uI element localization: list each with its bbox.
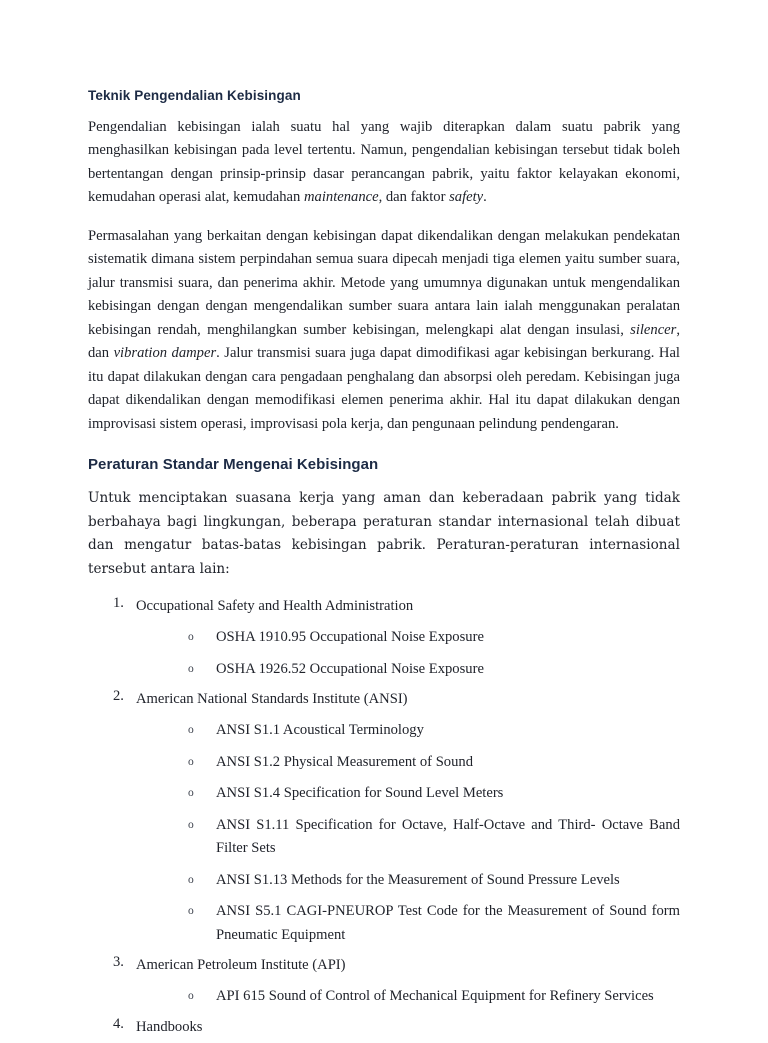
circle-bullet-icon: o: [188, 755, 194, 768]
text-run: Pengendalian kebisingan ialah suatu hal yang wajib diterapkan dalam suatu pabrik yang menghasilkan kebisingan pada level tertentu. Namun, pengendalian kebisingan tersebut tidak boleh bertentangan dengan prinsip-prinsip dasar perancangan pabrik, yaitu faktor kelayakan ekonomi, kemudahan operasi alat, kemudahan: [88, 118, 680, 206]
standards-sublist-item: [136, 622, 680, 654]
standards-sublist-label: ANSI S1.11 Specification for Octave, Half-Octave and Third- Octave Band Filter Sets: [216, 816, 680, 857]
standards-sublist-item: [136, 865, 680, 897]
standards-sublist: [136, 981, 680, 1013]
circle-bullet-icon: o: [188, 662, 194, 675]
standards-sublist: [136, 715, 680, 951]
standards-sublist-item: [136, 747, 680, 779]
section-heading-teknik-pengendalian-kebisingan: Teknik Pengendalian Kebisingan: [88, 88, 301, 103]
standards-list-item: [88, 685, 680, 951]
circle-bullet-icon: o: [188, 905, 194, 918]
standards-list-item: [88, 1013, 680, 1043]
standards-sublist-item: [136, 810, 680, 865]
standards-list: [88, 592, 680, 1043]
standards-sublist-label: ANSI S5.1 CAGI-PNEUROP Test Code for the Measurement of Sound form Pneumatic Equipment: [216, 903, 680, 943]
list-number-marker: 3.: [113, 954, 124, 971]
standards-sublist-label: API 615 Sound of Control of Mechanical Equipment for Refinery Services: [216, 988, 654, 1005]
paragraph-pengendalian-kebisingan: [88, 116, 680, 210]
text-run: Permasalahan yang berkaitan dengan kebisingan dapat dikendalikan dengan melakukan pendekatan sistematik dimana sistem perpindahan semua suara dipecah menjadi tiga elemen yaitu sumber suara, jalur transmisi suara, dan penerima akhir. Metode yang umumnya digunakan untuk mengendalikan kebisingan dengan dengan mengendalikan sumber suara antara lain ialah menggunakan peralatan kebisingan rendah, menghilangkan sumber kebisingan, melengkapi alat dengan insulasi,: [88, 227, 680, 338]
standards-sublist-item: [136, 778, 680, 810]
circle-bullet-icon: o: [188, 631, 194, 644]
list-item-label: Occupational Safety and Health Administration: [136, 598, 414, 615]
list-item-label: American Petroleum Institute (API): [136, 957, 346, 974]
emphasis-text: maintenance: [304, 189, 379, 206]
standards-sublist-label: ANSI S1.1 Acoustical Terminology: [216, 722, 424, 739]
list-number-marker: 4.: [113, 1015, 124, 1032]
emphasis-text: safety: [449, 189, 484, 206]
circle-bullet-icon: o: [188, 873, 194, 886]
standards-sublist-label: ANSI S1.2 Physical Measurement of Sound: [216, 753, 473, 770]
circle-bullet-icon: o: [188, 787, 194, 800]
standards-sublist-item: [136, 654, 680, 686]
circle-bullet-icon: o: [188, 990, 194, 1003]
text-run: , dan faktor: [378, 189, 450, 206]
list-number-marker: 1.: [113, 595, 124, 612]
standards-sublist: [136, 622, 680, 685]
standards-sublist-label: ANSI S1.4 Specification for Sound Level Meters: [216, 785, 504, 802]
standards-sublist-label: OSHA 1910.95 Occupational Noise Exposure: [216, 629, 484, 646]
standards-sublist-label: ANSI S1.13 Methods for the Measurement of Sound Pressure Levels: [216, 871, 620, 888]
standards-sublist-item: [136, 896, 680, 951]
list-number-marker: 2.: [113, 688, 124, 705]
standards-list-item: [88, 592, 680, 685]
paragraph-peraturan-standar-intro: [88, 487, 680, 581]
emphasis-text: vibration damper: [113, 345, 217, 362]
text-run: , dan: [88, 321, 680, 362]
circle-bullet-icon: o: [188, 818, 194, 831]
standards-sublist-item: [136, 715, 680, 747]
circle-bullet-icon: o: [188, 724, 194, 737]
document-body: [88, 88, 680, 1043]
text-run: Untuk menciptakan suasana kerja yang aman dan keberadaan pabrik yang tidak berbahaya bagi lingkungan, beberapa peraturan standar internasional telah dibuat dan mengatur batas-batas kebisingan pabrik. Peraturan-peraturan internasional tersebut antara lain:: [88, 490, 680, 577]
text-run: .: [483, 189, 487, 206]
standards-list-item: [88, 951, 680, 1013]
standards-sublist-item: [136, 981, 680, 1013]
emphasis-text: silencer: [630, 321, 677, 338]
standards-sublist-label: OSHA 1926.52 Occupational Noise Exposure: [216, 660, 484, 677]
paragraph-permasalahan-kebisingan: [88, 225, 680, 437]
text-run: . Jalur transmisi suara juga dapat dimodifikasi agar kebisingan berkurang. Hal itu dapat dilakukan dengan cara pengadaan penghalang dan absorpsi oleh peredam. Kebisingan juga dapat dikendalikan dengan memodifikasi elemen penerima akhir. Hal itu dapat dilakukan dengan improvisasi sistem operasi, improvisasi pola kerja, dan pengunaan pelindung pendengaran.: [88, 345, 680, 432]
list-item-label: Handbooks: [136, 1018, 203, 1035]
section-heading-peraturan-standar-mengenai-kebisingan: Peraturan Standar Mengenai Kebisingan: [88, 456, 379, 474]
list-item-label: American National Standards Institute (ANSI): [136, 691, 408, 708]
